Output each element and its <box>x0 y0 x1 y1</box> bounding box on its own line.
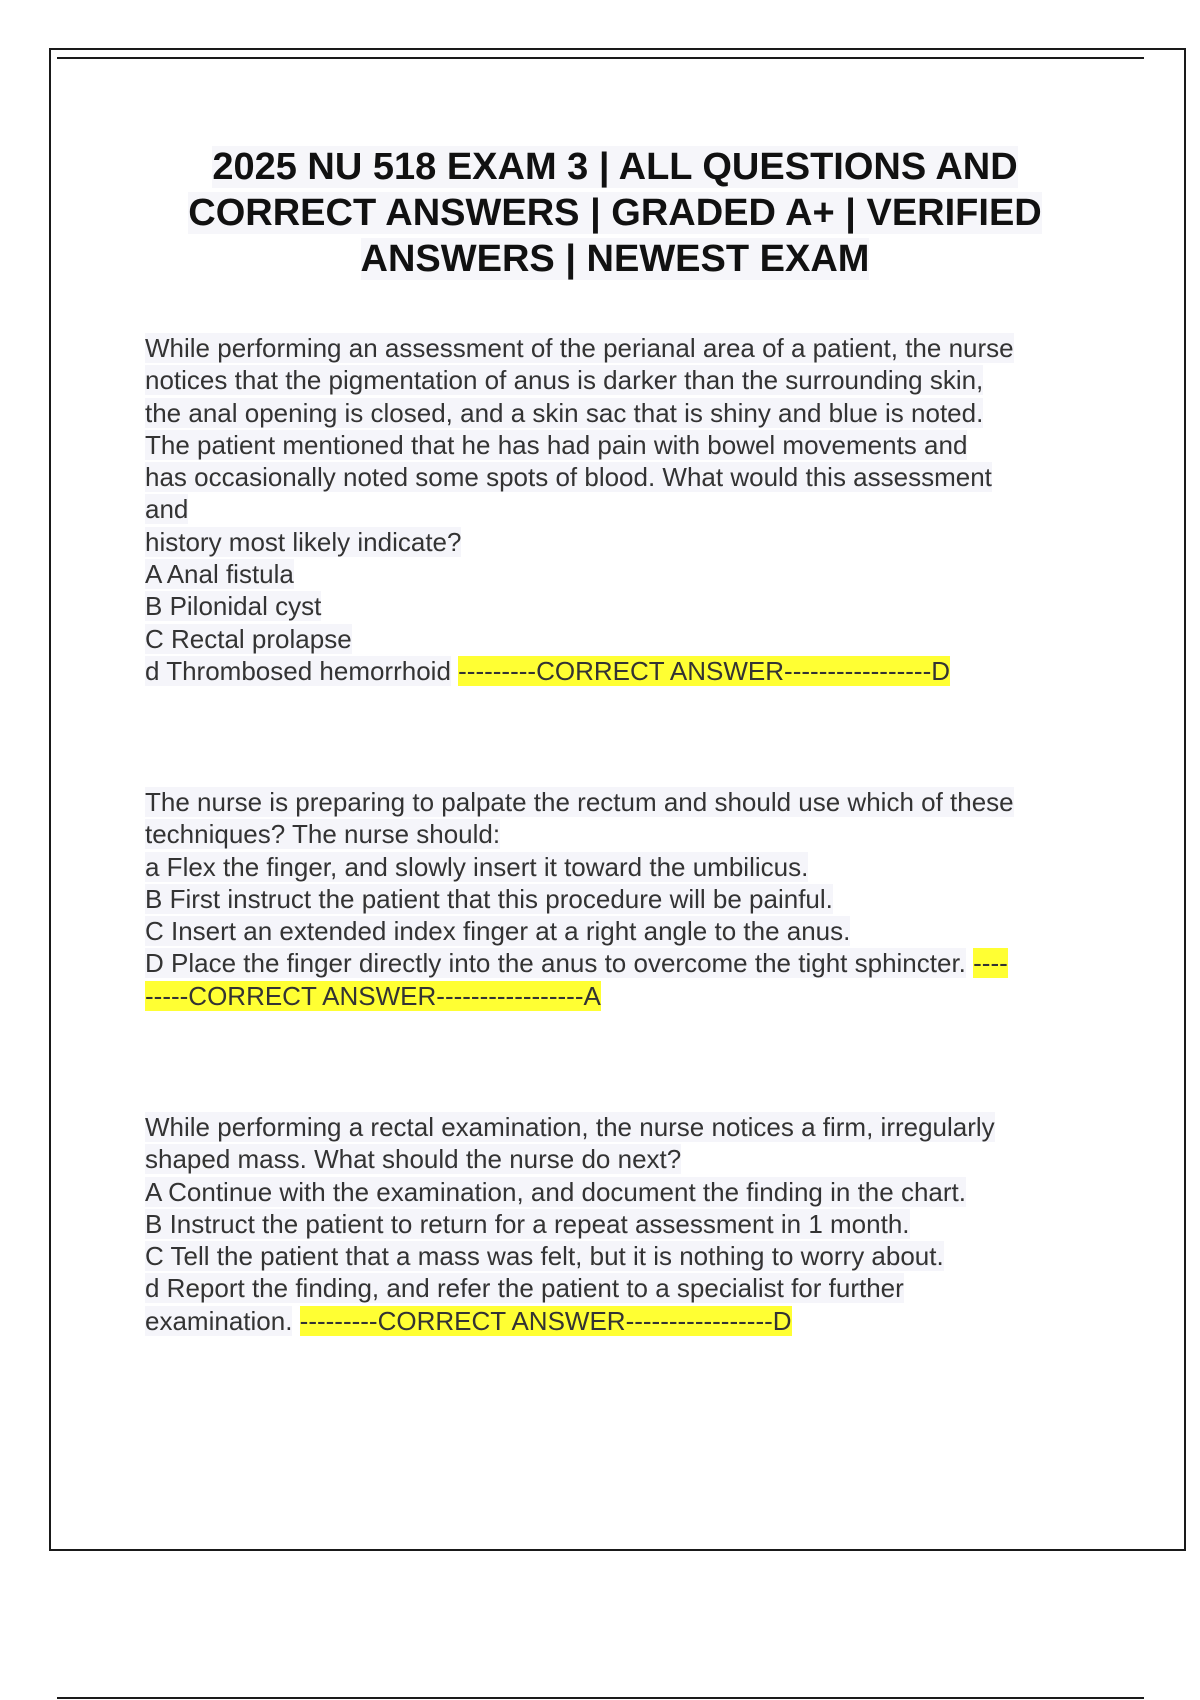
question-3-option-d: d Report the finding, and refer the patient to a specialist for further <box>145 1273 904 1304</box>
question-2-option-a: a Flex the finger, and slowly insert it toward the umbilicus. <box>145 851 809 882</box>
document-title <box>120 144 1110 282</box>
question-2-correct-answer: -----CORRECT ANSWER-----------------A <box>145 980 601 1011</box>
question-2-option-d: D Place the finger directly into the anus to overcome the tight sphincter. <box>145 948 966 979</box>
question-1-text: notices that the pigmentation of anus is darker than the surrounding skin, <box>145 365 984 396</box>
question-2-text: techniques? The nurse should: <box>145 819 501 850</box>
question-3-option-d-continued: examination. <box>145 1305 293 1336</box>
question-3-correct-answer: ---------CORRECT ANSWER-----------------D <box>299 1305 792 1336</box>
question-2 <box>145 786 1105 1012</box>
title-line-1: 2025 NU 518 EXAM 3 | ALL QUESTIONS AND <box>212 146 1018 188</box>
question-3 <box>145 1111 1105 1337</box>
question-2-text: The nurse is preparing to palpate the rectum and should use which of these <box>145 787 1014 817</box>
question-1-option-a: A Anal fistula <box>145 559 294 590</box>
question-1-option-c: C Rectal prolapse <box>145 623 352 654</box>
question-1-text: While performing an assessment of the perianal area of a patient, the nurse <box>145 333 1014 363</box>
question-2-correct-answer: ---- <box>973 948 1008 979</box>
question-3-text: While performing a rectal examination, the nurse notices a firm, irregularly <box>145 1112 995 1142</box>
question-1-correct-answer: ---------CORRECT ANSWER-----------------D <box>458 655 951 686</box>
title-line-3: ANSWERS | NEWEST EXAM <box>360 238 870 280</box>
question-1-text: The patient mentioned that he has had pain with bowel movements and <box>145 429 968 460</box>
question-3-option-a: A Continue with the examination, and document the finding in the chart. <box>145 1176 966 1207</box>
question-2-option-b: B First instruct the patient that this procedure will be painful. <box>145 883 833 914</box>
question-1-text: and <box>145 494 189 525</box>
question-1-text: history most likely indicate? <box>145 526 462 557</box>
bottom-rule <box>57 1697 1144 1699</box>
question-1-text: has occasionally noted some spots of blood. What would this assessment <box>145 462 992 493</box>
question-3-option-c: C Tell the patient that a mass was felt, but it is nothing to worry about. <box>145 1241 944 1272</box>
question-3-text: shaped mass. What should the nurse do next? <box>145 1144 682 1175</box>
question-1-text: the anal opening is closed, and a skin sac that is shiny and blue is noted. <box>145 397 984 428</box>
title-line-2: CORRECT ANSWERS | GRADED A+ | VERIFIED <box>188 192 1042 234</box>
question-1-option-d: d Thrombosed hemorrhoid <box>145 655 451 686</box>
question-3-option-b: B Instruct the patient to return for a repeat assessment in 1 month. <box>145 1208 910 1239</box>
question-1-option-b: B Pilonidal cyst <box>145 591 322 622</box>
question-1 <box>145 332 1105 687</box>
question-2-option-c: C Insert an extended index finger at a right angle to the anus. <box>145 916 851 947</box>
